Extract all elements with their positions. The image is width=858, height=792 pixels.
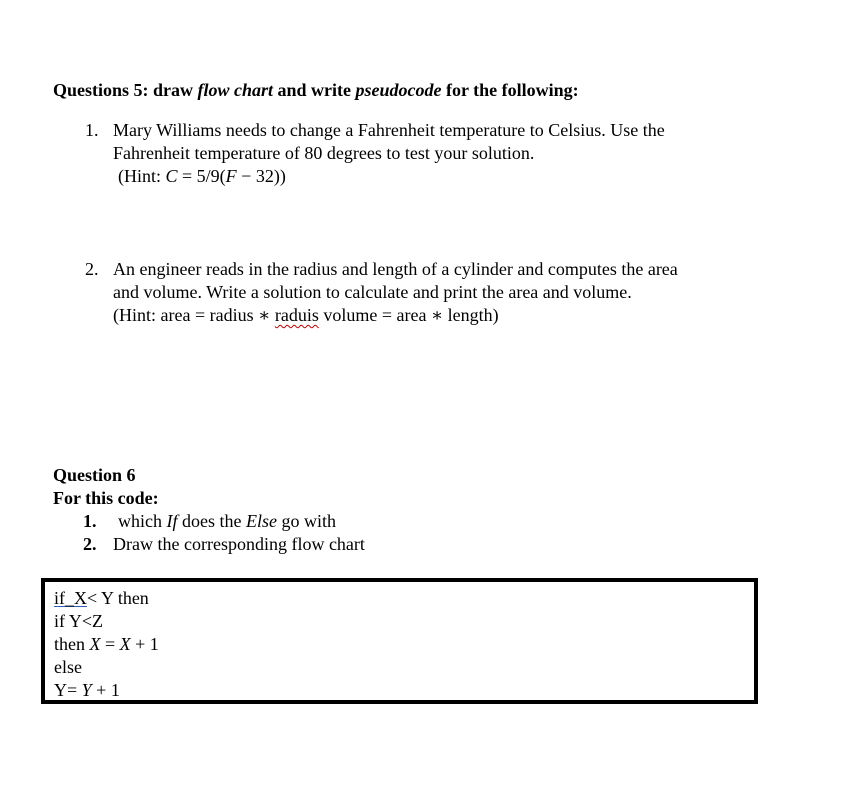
q5-heading-suffix: for the following:: [441, 80, 579, 100]
code-line-1-keyword: if_X: [54, 588, 87, 608]
q5-item2-line2: and volume. Write a solution to calculate and print the area and volume.: [113, 282, 632, 302]
q6-item1-else: Else: [245, 511, 277, 531]
code-line-5-y: Y: [81, 680, 92, 700]
q5-item1-hint-mid: = 5/9(: [177, 166, 226, 186]
code-line-2: if Y<Z: [54, 611, 103, 631]
question-5-heading: [53, 80, 579, 101]
q5-heading-flow-chart: flow chart: [197, 80, 274, 100]
q5-heading-prefix: Questions 5: draw: [53, 80, 198, 100]
q5-item2-hint-suffix: volume = area ∗ length): [318, 305, 499, 325]
code-line-3-suffix: + 1: [130, 634, 159, 654]
q5-item1-number: 1.: [85, 120, 99, 140]
code-line-3-prefix: then: [54, 634, 90, 654]
q5-item1-hint-suffix: − 32)): [236, 166, 286, 186]
q6-item1-mid: does the: [177, 511, 246, 531]
q5-item1-hint-prefix: (Hint:: [118, 166, 166, 186]
q5-item2-hint-misspelled: raduis: [274, 305, 319, 325]
q5-item1-line1: Mary Williams needs to change a Fahrenheit temperature to Celsius. Use the: [113, 120, 665, 140]
q6-item1-if: If: [166, 511, 178, 531]
code-line-1-rest: < Y then: [87, 588, 149, 608]
q5-item1-hint-f: F: [225, 166, 237, 186]
q6-item1-text: [118, 510, 336, 533]
q5-item2-number: 2.: [85, 259, 99, 279]
code-line-3-eq: =: [100, 634, 120, 654]
q5-item2-hint: [113, 304, 499, 327]
q6-item1-number: 1.: [83, 511, 97, 531]
code-box: [41, 578, 758, 704]
code-line-5-prefix: Y=: [54, 680, 82, 700]
code-line-1: [54, 587, 149, 610]
q6-item2-text: Draw the corresponding flow chart: [113, 534, 365, 554]
q5-item2-hint-prefix: (Hint: area = radius ∗: [113, 305, 275, 325]
q5-item1-hint-c: C: [165, 166, 178, 186]
question-6-title: Question 6: [53, 465, 136, 485]
q5-item2-line1: An engineer reads in the radius and length of a cylinder and computes the area: [113, 259, 678, 279]
q6-item1-suffix: go with: [276, 511, 336, 531]
code-line-5: [54, 679, 120, 702]
q6-item2-number: 2.: [83, 534, 97, 554]
question-6-subtitle: For this code:: [53, 488, 159, 508]
q6-item1-prefix: which: [118, 511, 167, 531]
code-line-3-x2: X: [119, 634, 131, 654]
q5-heading-mid: and write: [273, 80, 356, 100]
code-line-3: [54, 633, 159, 656]
q5-item1-hint: [118, 165, 286, 188]
code-line-5-suffix: + 1: [91, 680, 120, 700]
code-line-4: else: [54, 657, 82, 677]
q5-item1-line2: Fahrenheit temperature of 80 degrees to test your solution.: [113, 143, 535, 163]
q5-heading-pseudocode: pseudocode: [355, 80, 442, 100]
code-line-3-x1: X: [89, 634, 101, 654]
